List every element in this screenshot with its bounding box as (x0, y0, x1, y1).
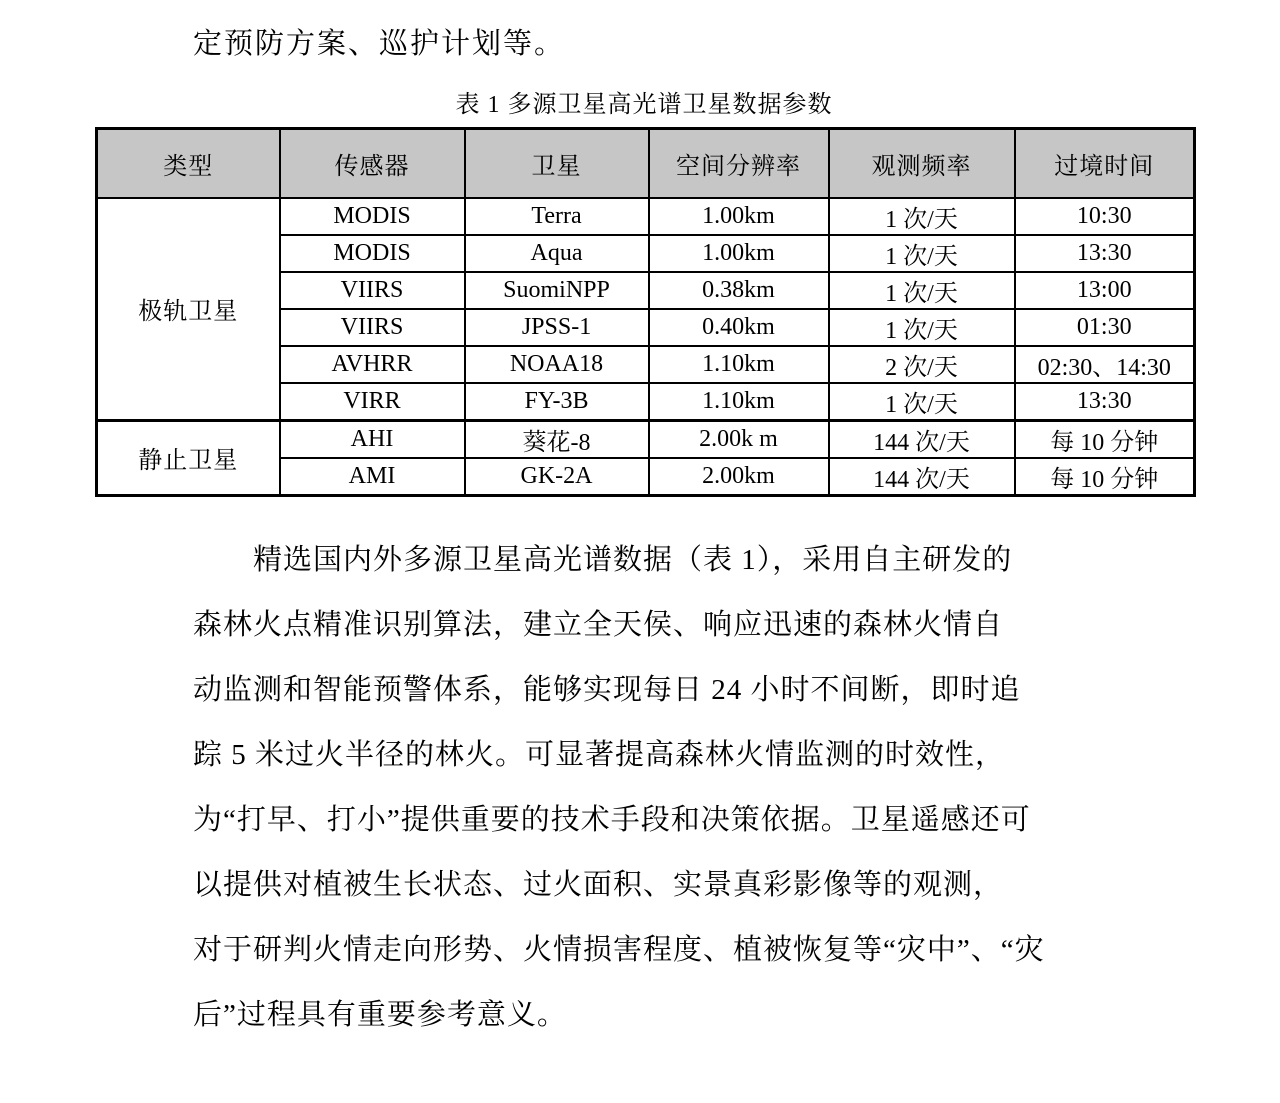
paragraph-line: 后”过程具有重要参考意义。 (193, 999, 567, 1031)
table-cell: 葵花-8 (465, 420, 649, 458)
table-cell: 144 次/天 (829, 420, 1015, 458)
table-cell: 1 次/天 (829, 272, 1015, 309)
paragraph-line: 动监测和智能预警体系，能够实现每日 24 小时不间断，即时追 (193, 674, 1021, 706)
table-cell: MODIS (280, 235, 465, 272)
table-cell: AMI (280, 458, 465, 496)
table-cell: 10:30 (1015, 198, 1195, 235)
table-cell: 每 10 分钟 (1015, 420, 1195, 458)
table-cell: 1 次/天 (829, 198, 1015, 235)
table-cell: 2.00k m (649, 420, 829, 458)
table-cell: Aqua (465, 235, 649, 272)
table-cell: 1 次/天 (829, 383, 1015, 421)
table-cell: 2.00km (649, 458, 829, 496)
table-cell: 01:30 (1015, 309, 1195, 346)
table-cell: AHI (280, 420, 465, 458)
table-cell: MODIS (280, 198, 465, 235)
paragraph-line: 森林火点精准识别算法，建立全天侯、响应迅速的森林火情自 (193, 609, 1004, 641)
row-group-geostationary: 静止卫星 (97, 420, 280, 495)
table-cell: 13:00 (1015, 272, 1195, 309)
body-paragraph (193, 528, 1118, 1048)
table-row (97, 198, 1195, 235)
table-cell: VIRR (280, 383, 465, 421)
table-cell: JPSS-1 (465, 309, 649, 346)
row-group-polar-orbit: 极轨卫星 (97, 198, 280, 421)
table-cell: 13:30 (1015, 235, 1195, 272)
table-cell: Terra (465, 198, 649, 235)
table-cell: VIIRS (280, 309, 465, 346)
col-header-satellite: 卫星 (465, 129, 649, 198)
table-cell: 0.38km (649, 272, 829, 309)
paragraph-line: 以提供对植被生长状态、过火面积、实景真彩影像等的观测， (193, 869, 1004, 901)
table-header-row (97, 129, 1195, 198)
col-header-transit-time: 过境时间 (1015, 129, 1195, 198)
table-cell: 1.10km (649, 346, 829, 383)
table-cell: 1 次/天 (829, 235, 1015, 272)
table-cell: 02:30、14:30 (1015, 346, 1195, 383)
table-cell: SuomiNPP (465, 272, 649, 309)
table-cell: 1.10km (649, 383, 829, 421)
table-cell: 13:30 (1015, 383, 1195, 421)
table-cell: NOAA18 (465, 346, 649, 383)
intro-text: 定预防方案、巡护计划等。 (193, 28, 566, 60)
paragraph-line: 踪 5 米过火半径的林火。可显著提高森林火情监测的时效性， (193, 739, 1006, 771)
table-cell: AVHRR (280, 346, 465, 383)
table-cell: GK-2A (465, 458, 649, 496)
table-cell: 每 10 分钟 (1015, 458, 1195, 496)
table-cell: 144 次/天 (829, 458, 1015, 496)
table-caption: 表 1 多源卫星高光谱卫星数据参数 (455, 92, 833, 118)
table-row (97, 420, 1195, 458)
table-cell: 0.40km (649, 309, 829, 346)
col-header-sensor: 传感器 (280, 129, 465, 198)
table-cell: 1.00km (649, 235, 829, 272)
paragraph-line: 精选国内外多源卫星高光谱数据（表 1），采用自主研发的 (253, 544, 1013, 576)
paragraph-line: 对于研判火情走向形势、火情损害程度、植被恢复等“灾中”、“灾 (193, 934, 1045, 966)
table-cell: 2 次/天 (829, 346, 1015, 383)
col-header-spatial-resolution: 空间分辨率 (649, 129, 829, 198)
col-header-observation-frequency: 观测频率 (829, 129, 1015, 198)
table-cell: FY-3B (465, 383, 649, 421)
table-cell: VIIRS (280, 272, 465, 309)
table-cell: 1 次/天 (829, 309, 1015, 346)
paragraph-line: 为“打早、打小”提供重要的技术手段和决策依据。卫星遥感还可 (193, 804, 1031, 836)
satellite-data-table (95, 127, 1196, 497)
table-cell: 1.00km (649, 198, 829, 235)
col-header-type: 类型 (97, 129, 280, 198)
